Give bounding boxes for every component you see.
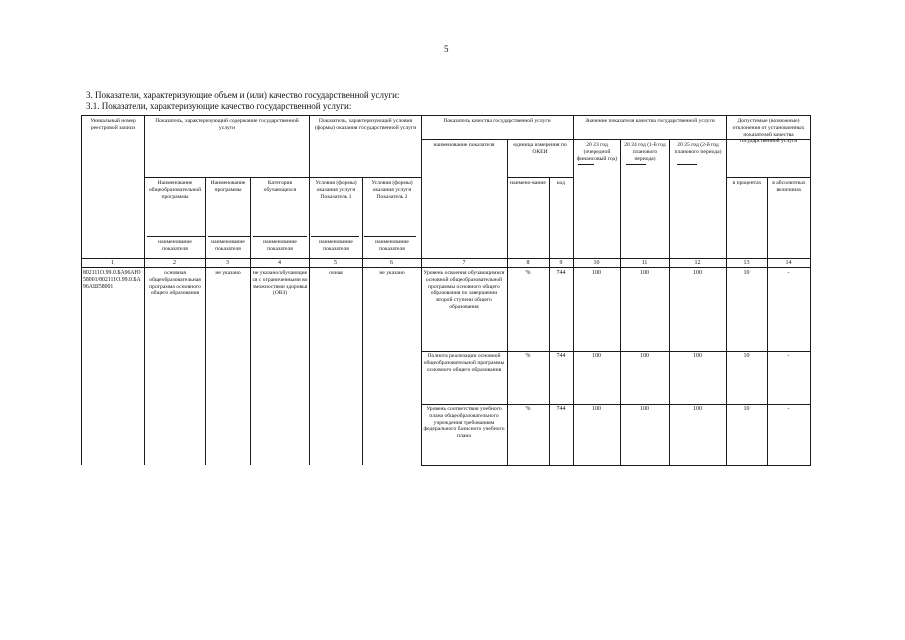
quality-indicators-table: [81, 115, 811, 465]
row3-year1: 100: [592, 406, 601, 412]
row3-year2: 100: [640, 406, 649, 412]
header-unit-name: наимено-вание: [510, 180, 546, 186]
header-rule-sub: [144, 177, 421, 178]
record-form: очная: [329, 270, 343, 276]
header-param-4: наименование показателя: [319, 239, 353, 252]
header-rule-quality: [421, 139, 507, 140]
header-year-3: 20 25 год (2-й год планового периода): [674, 142, 722, 155]
header-param-5: наименование показателя: [375, 239, 409, 252]
record-program: основная общеобразовательная программа основного общего образования: [149, 270, 201, 297]
record-category: не указано/обучающиеся с ограниченными возможностями здоровья (ОВЗ): [252, 270, 308, 297]
col-num-6: 6: [390, 260, 393, 266]
col-num-13: 13: [743, 260, 750, 266]
row2-year1: 100: [592, 353, 601, 359]
col-num-14: 14: [785, 260, 792, 266]
header-year-1: 20 23 год (очередной финансовый год): [576, 142, 618, 162]
col-num-7: 7: [462, 260, 466, 266]
header-percent: в процентах: [732, 180, 762, 186]
col-num-11: 11: [641, 260, 648, 266]
record-condition-2: не указано: [379, 270, 405, 276]
row2-absolute: -: [787, 353, 790, 359]
row2-indicator: Полнота реализации основной общеобразовательной программы основного общего образования: [423, 353, 505, 373]
header-rule-unit: [507, 177, 573, 178]
row1-absolute: -: [787, 270, 790, 276]
col-num-12: 12: [694, 260, 701, 266]
header-sub-condition-2: Условия (формы) оказания услуги Показатель 2: [371, 180, 413, 200]
col-num-3: 3: [226, 260, 229, 266]
col-num-5: 5: [334, 260, 337, 266]
row1-indicator: Уровень освоения обучающимися основной общеобразовательной программы основного общего образования по завершении второй ступени общего образования: [423, 270, 505, 310]
header-deviation: Допустимые (возможные) отклонения от установленных показателей качества государственной услуги: [732, 118, 805, 145]
header-rule-deviation: [726, 177, 811, 178]
row1-unit: %: [525, 270, 531, 276]
header-values: Значение показателя качества государственной услуги: [585, 118, 715, 124]
header-param-1: наименование показателя: [158, 239, 192, 252]
header-sub-category: Категория обучающихся: [263, 180, 297, 193]
header-sub-program: Наименование общеобразовательной программы: [148, 180, 202, 200]
row2-percent: 10: [743, 353, 750, 359]
table-rule-colnum-top: [81, 258, 811, 259]
col-num-4: 4: [278, 260, 281, 266]
record-unique-number: 802111О.99.0.БА96АЮ58001/802111О.99.0.БА96АШ58001: [83, 270, 141, 290]
row3-absolute: -: [787, 406, 790, 412]
table-rule-row1: [421, 351, 811, 352]
header-absolute: в абсолютных величинах: [772, 180, 806, 193]
row1-code: 744: [556, 270, 566, 276]
row2-year3: 100: [693, 353, 702, 359]
header-content: Показатель, характеризующий содержание государственной услуги: [155, 118, 299, 131]
header-param-3: наименование показателя: [263, 239, 297, 252]
row3-percent: 10: [743, 406, 750, 412]
table-rule-row2: [421, 404, 811, 405]
header-unit-code: код: [557, 180, 565, 186]
header-unit: единица измерения по ОКЕИ: [513, 142, 567, 155]
col-num-8: 8: [526, 260, 530, 266]
row1-year2: 100: [640, 270, 649, 276]
header-sub-condition-1: Условия (формы) оказания услуги Показатель 1: [315, 180, 357, 200]
subsection-heading: 3.1. Показатели, характеризующие качество государственной услуги:: [86, 101, 352, 111]
header-quality: Показатель качества государственной услуги: [443, 118, 551, 124]
header-year-2: 20 24 год (1-й год планового периода): [624, 142, 666, 162]
table-rule-colnum-bottom: [81, 267, 811, 268]
page-number: 5: [444, 44, 449, 54]
header-conditions: Показатель, характеризующий условия (формы) оказания государственной услуги: [314, 118, 417, 131]
row3-unit: %: [525, 406, 531, 412]
row3-indicator: Уровень соответствия учебного плана общеобразовательного учреждения требованиям федерального базисного учебного плана: [423, 406, 505, 440]
row2-year2: 100: [640, 353, 649, 359]
row1-year1: 100: [592, 270, 601, 276]
table-border-top: [81, 115, 811, 116]
header-indicator-name: наименование показателя: [433, 142, 495, 148]
col-num-9: 9: [559, 260, 563, 266]
col-num-10: 10: [593, 260, 600, 266]
col-num-1: 1: [111, 260, 114, 266]
header-param-2: наименование показателя: [211, 239, 245, 252]
table-rule-row3: [421, 465, 811, 466]
row2-code: 744: [556, 353, 566, 359]
section-heading: 3. Показатели, характеризующие объем и (или) качество государственной услуги:: [86, 90, 400, 100]
row1-year3: 100: [693, 270, 702, 276]
row3-code: 744: [556, 406, 566, 412]
row2-unit: %: [525, 353, 531, 359]
header-sub-program-name: Наименование программы: [210, 180, 246, 193]
row1-percent: 10: [743, 270, 750, 276]
record-program-name: не указано: [215, 270, 241, 276]
col-num-2: 2: [173, 260, 176, 266]
row3-year3: 100: [693, 406, 702, 412]
header-unique-number: Уникальный номер реестровой записи: [90, 118, 136, 131]
